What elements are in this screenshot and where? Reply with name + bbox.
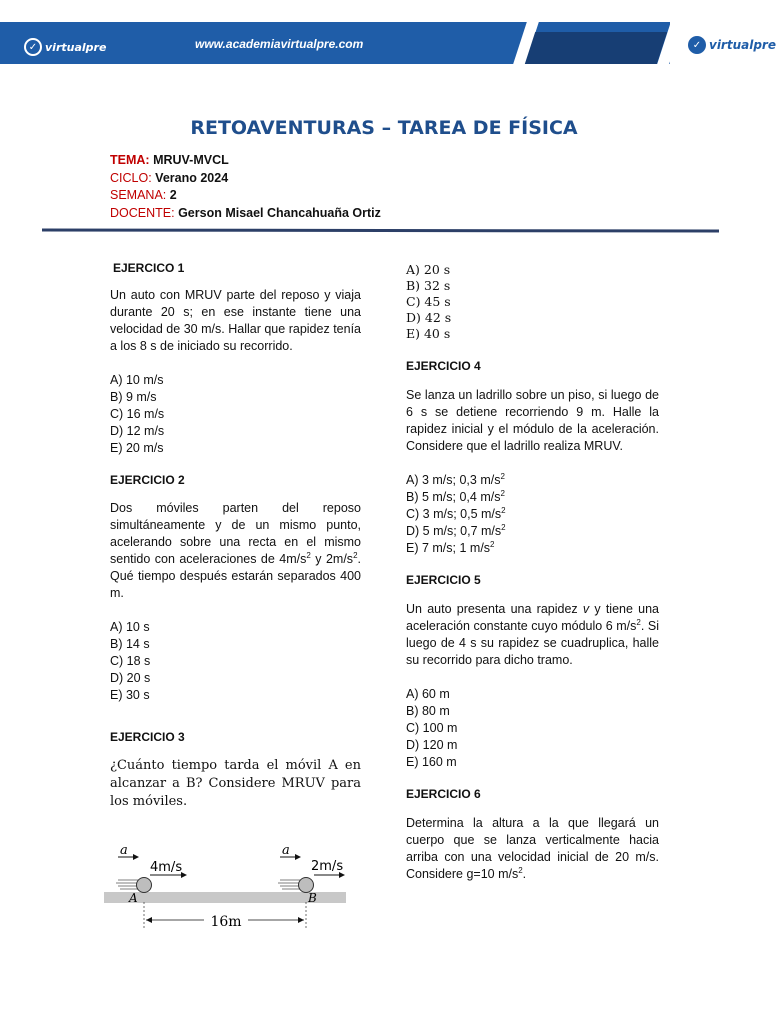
option-text: D) 5 m/s; 0,7 m/s [406, 524, 502, 538]
exercise-2-options [110, 619, 361, 704]
left-column [110, 260, 361, 811]
meta-value: Gerson Misael Chancahuaña Ortiz [178, 205, 381, 220]
option-text: B) 5 m/s; 0,4 m/s [406, 490, 501, 504]
exercise-1-text: Un auto con MRUV parte del reposo y viaja durante 20 s; en ese instante tiene una velocidad de 30 m/s. Hallar que rapidez tenía a los 8 s de iniciado su recorrido. [110, 288, 361, 353]
meta-value: 2 [169, 188, 177, 202]
superscript: 2 [636, 618, 641, 627]
superscript: 2 [501, 506, 506, 515]
exercise-6-title: EJERCICIO 6 [406, 787, 481, 801]
header-url: www.academiavirtualpre.com [195, 37, 364, 51]
exercise-5-text-2: y tiene una aceleración constante cuyo módulo 6 m/s [406, 602, 659, 633]
meta-value: Verano 2024 [155, 170, 229, 185]
header-divider [42, 228, 719, 232]
point-label-a: A [129, 891, 138, 905]
exercise-4-options [406, 472, 659, 557]
exercise-2-text-1: Dos móviles parten del reposo simultáneamente y de un mismo punto, acelerando sobre una recta en el mismo sentido con aceleraciones de 4m/s [110, 501, 361, 566]
exercise-1-options [110, 372, 361, 457]
exercise-4-title: EJERCICIO 4 [406, 359, 481, 373]
exercise-5-text-1: Un auto presenta una rapidez [406, 602, 583, 616]
header-banner [0, 22, 768, 64]
exercise-5-text-3: . Si luego de 4 s su rapidez se cuadruplica, halle su recorrido para dicho tramo. [406, 619, 659, 667]
option: D) 120 m [406, 738, 458, 752]
option: E) 160 m [406, 755, 457, 769]
option [406, 506, 659, 523]
option: E) 20 m/s [110, 441, 164, 455]
speed-label-b: 2m/s [311, 859, 344, 874]
exercise-3-diagram [104, 840, 354, 936]
option: B) 14 s [110, 637, 150, 651]
mobile-a-ball [137, 878, 152, 893]
exercise-2-text [110, 500, 361, 602]
exercise-2-text-3: . Qué tiempo después estarán separados 400 m. [110, 552, 361, 600]
accel-label-b: a [282, 843, 290, 858]
superscript: 2 [518, 866, 523, 875]
option: E) 30 s [110, 688, 150, 702]
option: B) 32 s [406, 278, 451, 293]
meta-key: SEMANA: [110, 188, 167, 202]
meta-row [110, 205, 381, 223]
option: D) 20 s [110, 671, 151, 685]
option [406, 540, 659, 557]
option: C) 100 m [406, 721, 458, 735]
option: A) 10 m/s [110, 373, 164, 387]
superscript: 2 [353, 551, 358, 560]
doc-meta [110, 152, 381, 222]
virtualpre-logo-icon: ✓ [688, 36, 706, 54]
superscript: 2 [501, 523, 506, 532]
option [406, 523, 659, 540]
exercise-2-text-2: y 2m/s [310, 552, 354, 566]
exercise-6-text-2: . [522, 867, 527, 881]
exercise-1-title: EJERCICO 1 [113, 261, 185, 275]
logo-right [688, 36, 776, 54]
logo-left-text: virtualpre [45, 40, 107, 54]
meta-row [110, 170, 381, 188]
option: B) 80 m [406, 704, 450, 718]
option: A) 10 s [110, 620, 150, 634]
distance-label: 16m [210, 914, 242, 930]
meta-row [110, 187, 381, 205]
page-title: RETOAVENTURAS – TAREA DE FÍSICA [190, 117, 578, 139]
meta-key: TEMA: [110, 153, 150, 167]
exercise-5-text [406, 601, 659, 669]
meta-key: CICLO: [110, 170, 152, 185]
meta-value: MRUV-MVCL [153, 153, 229, 167]
variable-v: v [582, 602, 590, 616]
superscript: 2 [500, 472, 505, 481]
option-text: E) 7 m/s; 1 m/s [406, 541, 491, 555]
point-label-b: B [308, 891, 317, 905]
option: B) 9 m/s [110, 390, 157, 404]
option-text: A) 3 m/s; 0,3 m/s [406, 473, 501, 487]
superscript: 2 [490, 540, 495, 549]
option [406, 489, 659, 506]
option-text: C) 3 m/s; 0,5 m/s [406, 507, 502, 521]
superscript: 2 [306, 551, 311, 560]
logo-right-text: virtualpre [709, 38, 776, 52]
motion-lines-b [278, 880, 300, 889]
option: D) 12 m/s [110, 424, 165, 438]
exercise-3-text: ¿Cuánto tiempo tarda el móvil A en alcanzar a B? Considere MRUV para los móviles. [110, 758, 361, 809]
motion-lines-a [116, 880, 138, 889]
option: C) 45 s [406, 294, 451, 309]
option: C) 18 s [110, 654, 151, 668]
right-column [406, 262, 659, 883]
logo-left [24, 38, 106, 56]
exercise-6-text-1: Determina la altura a la que llegará un cuerpo que se lanza verticalmente hacia arriba con una velocidad inicial de 20 m/s. Considere g=10 m/s [406, 816, 659, 881]
exercise-5-title: EJERCICIO 5 [406, 573, 481, 587]
meta-key: DOCENTE: [110, 205, 175, 220]
option: A) 20 s [406, 262, 451, 277]
banner-dark-band [525, 32, 667, 64]
option: D) 42 s [406, 310, 452, 325]
meta-row [110, 152, 381, 170]
virtualpre-logo-icon: ✓ [24, 38, 42, 56]
exercise-5-options [406, 686, 659, 771]
option: C) 16 m/s [110, 407, 165, 421]
exercise-3-options [406, 262, 659, 342]
superscript: 2 [500, 489, 505, 498]
speed-label-a: 4m/s [150, 860, 183, 875]
exercise-2-title: EJERCICIO 2 [110, 473, 185, 487]
exercise-3-title: EJERCICIO 3 [110, 730, 185, 744]
exercise-6-text [406, 815, 659, 883]
exercise-4-text: Se lanza un ladrillo sobre un piso, si luego de 6 s se detiene recorriendo 9 m. Halle la rapidez inicial y el módulo de la aceleración. Considere que el ladrillo realiza MRUV. [406, 388, 659, 453]
option: A) 60 m [406, 687, 450, 701]
option [406, 472, 659, 489]
option: E) 40 s [406, 326, 451, 341]
accel-label-a: a [120, 843, 128, 858]
